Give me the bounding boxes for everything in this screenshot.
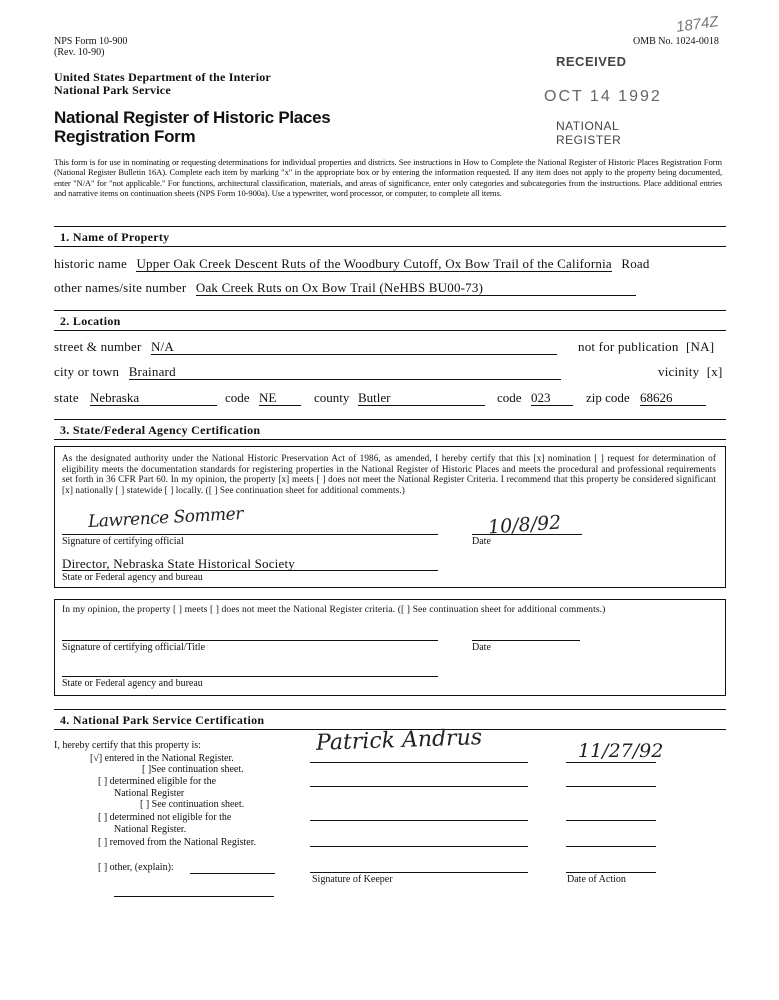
agency2-label: State or Federal agency and bureau <box>62 678 203 689</box>
corner-handwritten-note: 1874Z <box>675 13 720 36</box>
signature2-label: Signature of certifying official/Title <box>62 642 206 653</box>
option-entered-continuation[interactable]: [ ]See continuation sheet. <box>142 764 244 775</box>
keeper-line-4 <box>310 846 528 847</box>
zip-field[interactable]: 68626 <box>640 390 706 406</box>
keeper-line-1 <box>310 762 528 763</box>
omb-number: OMB No. 1024-0018 <box>633 36 719 47</box>
department-name: United States Department of the Interior <box>54 70 271 84</box>
section-1-heading: 1. Name of Property <box>60 230 170 244</box>
county-label: county <box>314 390 350 405</box>
city-row <box>54 364 561 380</box>
section-divider <box>54 330 726 331</box>
certification-paragraph: As the designated authority under the National Historic Preservation Act of 1986, as amended, I hereby certify that this [x] nomination [ ] request for determination of eligibility meets the documentation standards for registering properties in the National Register of Historic Places and meets the procedural and professional requirements set forth in 36 CFR Part 60. In my opinion, the property [x] meets [ ] does not meet the National Register Criteria. I recommend that this property be considered significant [x] nationally [ ] statewide [ ] locally. ([ ] See continuation sheet for additional comments.) <box>62 453 716 495</box>
option-eligible[interactable]: [ ] determined eligible for the <box>98 776 217 787</box>
vicinity-label: vicinity <box>658 364 700 379</box>
action-line-2 <box>566 786 656 787</box>
section-divider <box>54 709 726 710</box>
state-label: state <box>54 390 79 405</box>
action-label: Date of Action <box>567 874 626 885</box>
received-stamp: RECEIVED <box>556 54 627 69</box>
city-field[interactable]: Brainard <box>129 364 561 380</box>
other-explain-line <box>190 873 275 874</box>
vicinity <box>658 364 723 379</box>
historic-name-row <box>54 256 734 272</box>
service-name: National Park Service <box>54 83 171 97</box>
historic-name-label: historic name <box>54 256 127 271</box>
action-line-1 <box>566 762 656 763</box>
action-line-5 <box>566 872 656 873</box>
keeper-line-2 <box>310 786 528 787</box>
agency2-line <box>62 676 438 677</box>
state-code-field[interactable]: NE <box>259 390 301 406</box>
keeper-label: Signature of Keeper <box>312 874 393 885</box>
section-divider <box>54 310 726 311</box>
nfp-label: not for publication <box>578 339 679 354</box>
street-label: street & number <box>54 339 142 354</box>
option-entered[interactable]: [√] entered in the National Register. <box>90 753 234 764</box>
stamp-register: REGISTER <box>556 133 622 147</box>
option-eligible-continuation[interactable]: [ ] See continuation sheet. <box>140 799 245 810</box>
section-divider <box>54 419 726 420</box>
agency-label: State or Federal agency and bureau <box>62 572 203 583</box>
other-names-label: other names/site number <box>54 280 187 295</box>
received-date-stamp: OCT 14 1992 <box>544 88 662 105</box>
date-label: Date <box>472 536 491 547</box>
section-divider <box>54 439 726 440</box>
option-eligible-line2: National Register <box>114 788 185 799</box>
section-2-heading: 2. Location <box>60 314 121 328</box>
not-for-publication <box>578 339 714 354</box>
date2-label: Date <box>472 642 491 653</box>
other-names-row <box>54 280 734 296</box>
date2-line <box>472 640 580 641</box>
keeper-signature: Patrick Andrus <box>315 725 483 756</box>
county-code-label: code <box>497 390 522 405</box>
vicinity-checkbox[interactable]: [x] <box>706 364 723 379</box>
historic-name-tail: Road <box>621 256 650 271</box>
signature-line <box>62 534 438 535</box>
section-divider <box>54 246 726 247</box>
action-date-handwritten: 11/27/92 <box>578 740 664 762</box>
agency-line <box>62 570 438 571</box>
nfp-checkbox[interactable]: [NA] <box>686 339 715 354</box>
action-line-3 <box>566 820 656 821</box>
keeper-line-3 <box>310 820 528 821</box>
county-field[interactable]: Butler <box>358 390 485 406</box>
form-number: NPS Form 10-900 <box>54 36 128 47</box>
option-not-eligible[interactable]: [ ] determined not eligible for the <box>98 812 232 823</box>
date-line <box>472 534 582 535</box>
form-title: National Register of Historic Places <box>54 108 331 127</box>
stamp-national: NATIONAL <box>556 119 620 133</box>
signature-label: Signature of certifying official <box>62 536 184 547</box>
other-explain-line2 <box>114 896 274 897</box>
action-line-4 <box>566 846 656 847</box>
other-names-field[interactable]: Oak Creek Ruts on Ox Bow Trail (NeHBS BU00-73) <box>196 280 636 296</box>
state-field[interactable]: Nebraska <box>90 390 217 406</box>
form-revision: (Rev. 10-90) <box>54 47 105 58</box>
option-not-eligible-line2: National Register. <box>114 824 187 835</box>
certifying-official-signature: Lawrence Sommer <box>87 503 244 533</box>
county-code-field[interactable]: 023 <box>531 390 573 406</box>
nps-intro: I, hereby certify that this property is: <box>54 740 201 751</box>
section-3-heading: 3. State/Federal Agency Certification <box>60 423 261 437</box>
agency-value[interactable]: Director, Nebraska State Historical Society <box>62 556 295 571</box>
form-subtitle: Registration Form <box>54 127 196 146</box>
state-code-label: code <box>225 390 250 405</box>
street-field[interactable]: N/A <box>151 339 557 355</box>
city-label: city or town <box>54 364 120 379</box>
street-row <box>54 339 557 355</box>
form-instructions: This form is for use in nominating or requesting determinations for individual properties and districts. See instructions in How to Complete the National Register of Historic Places Registration Form (National Register Bulletin 16A). Complete each item by marking "x" in the appropriate box or by entering the information requested. If any item does not apply to the property being documented, enter "N/A" for "not applicable." For functions, architectural classification, materials, and areas of significance, enter only categories and subcategories from the instructions. Place additional entries and narrative items on continuation sheets (NPS Form 10-900a). Use a typewriter, word processor, or computer, to complete all items. <box>54 157 722 199</box>
keeper-line-5 <box>310 872 528 873</box>
certification-date-handwritten: 10/8/92 <box>487 511 562 539</box>
opinion-text: In my opinion, the property [ ] meets [ ] does not meet the National Register criteria. ([ ] See continuation sheet for additional comments.) <box>62 604 606 615</box>
zip-label: zip code <box>586 390 630 405</box>
section-divider <box>54 226 726 227</box>
historic-name-field[interactable]: Upper Oak Creek Descent Ruts of the Woodbury Cutoff, Ox Bow Trail of the California <box>136 256 612 271</box>
option-other[interactable]: [ ] other, (explain): <box>98 862 174 873</box>
signature2-line <box>62 640 438 641</box>
option-removed[interactable]: [ ] removed from the National Register. <box>98 837 257 848</box>
section-4-heading: 4. National Park Service Certification <box>60 713 265 727</box>
